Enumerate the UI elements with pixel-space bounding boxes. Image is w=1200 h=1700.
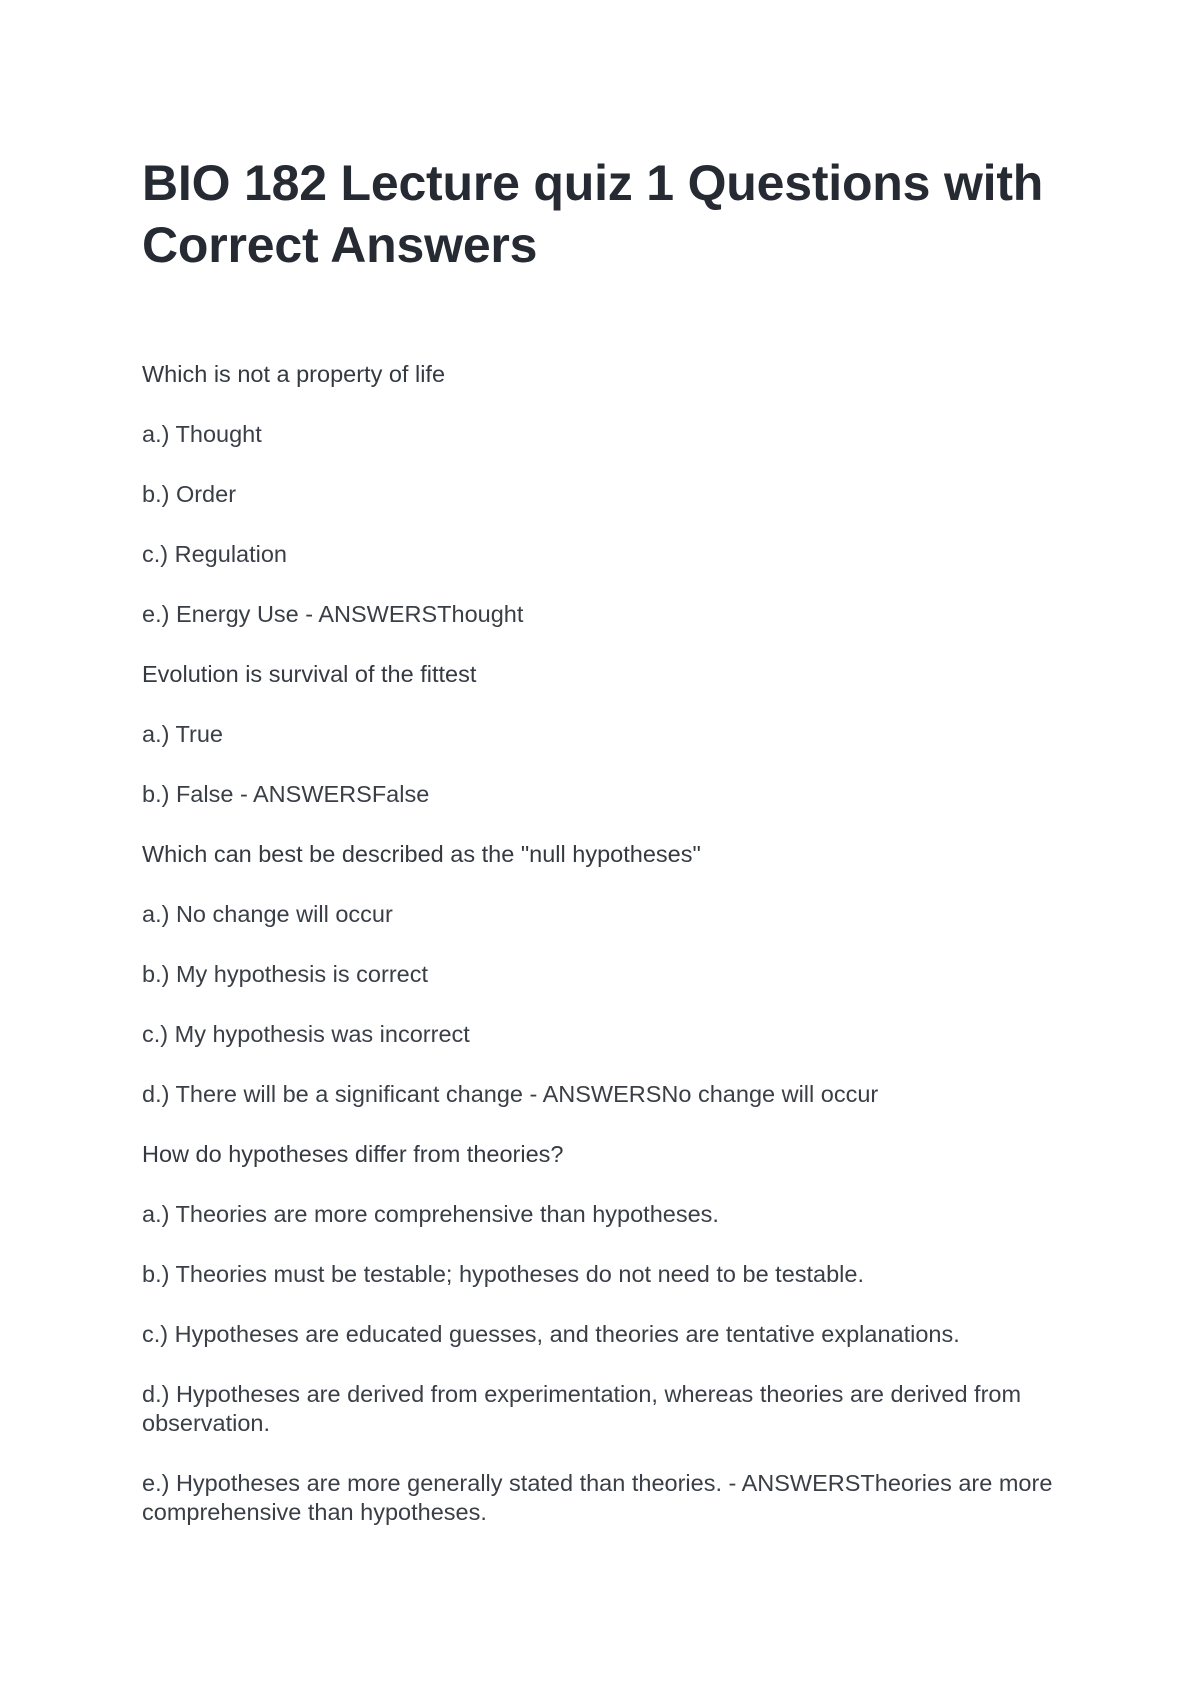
question-2-option-b-answer: b.) False - ANSWERSFalse [142,780,1072,809]
document-title: BIO 182 Lecture quiz 1 Questions with Correct Answers [142,155,1044,273]
question-3-option-b: b.) My hypothesis is correct [142,960,1072,989]
question-1-option-a: a.) Thought [142,420,1072,449]
question-3: Which can best be described as the "null hypotheses" [142,840,1072,869]
question-1: Which is not a property of life [142,360,1072,389]
question-3-option-a: a.) No change will occur [142,900,1072,929]
question-4-option-d: d.) Hypotheses are derived from experimentation, whereas theories are derived from observation. [142,1380,1072,1438]
question-4-option-b: b.) Theories must be testable; hypotheses do not need to be testable. [142,1260,1072,1289]
question-1-option-c: c.) Regulation [142,540,1072,569]
question-1-option-b: b.) Order [142,480,1072,509]
question-2: Evolution is survival of the fittest [142,660,1072,689]
quiz-content [142,360,1072,1527]
question-4-option-e-answer: e.) Hypotheses are more generally stated than theories. - ANSWERSTheories are more comprehensive than hypotheses. [142,1469,1072,1527]
question-4-option-a: a.) Theories are more comprehensive than hypotheses. [142,1200,1072,1229]
question-1-option-e-answer: e.) Energy Use - ANSWERSThought [142,600,1072,629]
question-2-option-a: a.) True [142,720,1072,749]
question-4-option-c: c.) Hypotheses are educated guesses, and theories are tentative explanations. [142,1320,1072,1349]
question-3-option-d-answer: d.) There will be a significant change - ANSWERSNo change will occur [142,1080,1072,1109]
question-4: How do hypotheses differ from theories? [142,1140,1072,1169]
question-3-option-c: c.) My hypothesis was incorrect [142,1020,1072,1049]
